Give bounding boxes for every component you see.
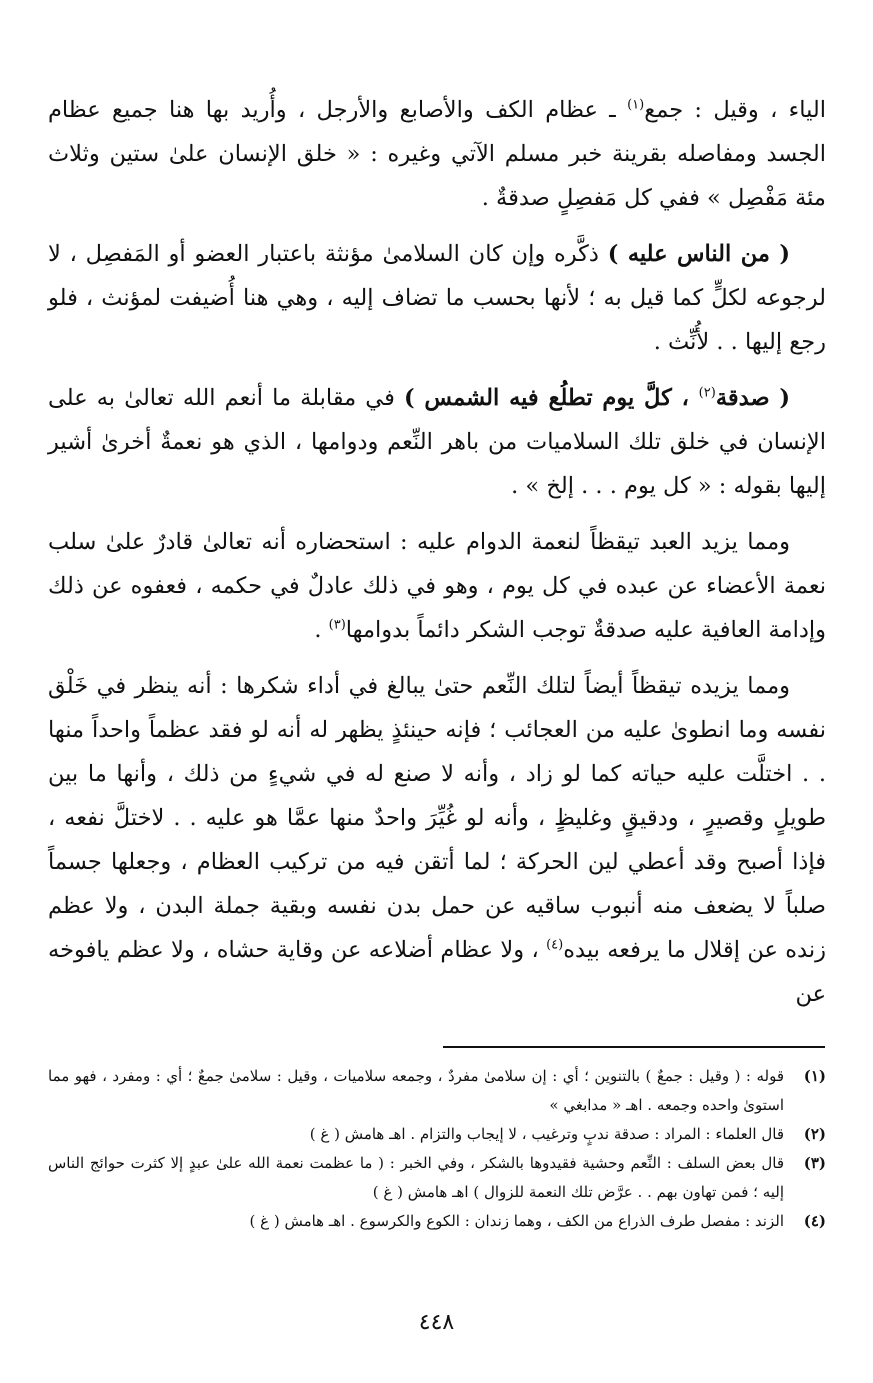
footnote-ref-3[interactable]: (٣) [328, 617, 346, 633]
text-segment: الياء ، وقيل : جمع [644, 97, 826, 123]
footnotes [48, 1062, 826, 1236]
footnote-1 [48, 1062, 826, 1120]
paragraph-1 [48, 88, 826, 220]
footnote-number: (٤) [803, 1212, 826, 1230]
footnote-separator [443, 1046, 825, 1048]
page-number: ٤٤٨ [418, 1310, 455, 1335]
text-segment: ذكَّره وإن كان السلامىٰ مؤنثة باعتبار العضو أو المَفصِل ، لا لرجوعه لكلٍّ كما قيل به ؛ لأنها بحسب ما تضاف إليه ، وهي هنا أُضيفت لمؤنث ، فلو رجع إليها . . لأُنِّث . [48, 241, 826, 355]
footnote-ref-1[interactable]: (١) [627, 97, 645, 113]
text-segment: ، ولا عظام أضلاعه عن وقاية حشاه ، ولا عظم يافوخه عن [48, 937, 826, 1007]
footnote-text: قال بعض السلف : النِّعم وحشية فقيدوها بالشكر ، وفي الخبر : ( ما عظمت نعمة الله علىٰ عبدٍ إلا كثرت حوائج الناس إليه ؛ فمن تهاون بهم . . عرَّض تلك النعمة للزوال ) اهـ هامش ( غ ) [48, 1154, 784, 1201]
footnote-text: الزند : مفصل طرف الذراع من الكف ، وهما زندان : الكوع والكرسوع . اهـ هامش ( غ ) [249, 1212, 784, 1230]
paragraph-4 [48, 520, 826, 652]
paragraph-2 [48, 232, 826, 364]
text-segment: ومما يزيد العبد تيقظاً لنعمة الدوام عليه : استحضاره أنه تعالىٰ قادرٌ علىٰ سلب نعمة الأعضاء عن عبده في كل يوم ، وهو في ذلك عادلٌ في حكمه ، فعفوه عن ذلك وإدامة العافية عليه صدقةٌ توجب الشكر دائماً بدوامها [48, 529, 826, 643]
quoted-matn: ( من الناس عليه ) [607, 241, 790, 267]
footnote-text: قال العلماء : المراد : صدقة ندبٍ وترغيب ، لا إيجاب والتزام . اهـ هامش ( غ ) [309, 1125, 784, 1143]
text-segment: في مقابلة ما أنعم الله تعالىٰ به على الإنسان في خلق تلك السلاميات من باهر النِّعم ودوامها ، الذي هو نعمةٌ أخرىٰ أشير إليها بقوله : « كل يوم . . . إلخ » . [48, 385, 826, 499]
footnote-text: قوله : ( وقيل : جمعٌ ) بالتنوين ؛ أي : إن سلامىٰ مفردٌ ، وجمعه سلاميات ، وقيل : سلامىٰ جمعٌ ؛ أي : ومفرد ، فهو مما استوىٰ واحده وجمعه . اهـ « مدابغي » [48, 1067, 784, 1114]
text-segment: ومما يزيده تيقظاً أيضاً لتلك النِّعم حتىٰ يبالغ في أداء شكرها : أنه ينظر في خَلْق نفسه وما انطوىٰ عليه من العجائب ؛ فإنه حينئذٍ يظهر له أنه لو فقد عظماً واحداً منها . . اختلَّت عليه حياته كما لو زاد ، وأنه لا صنع له في شيءٍ من ذلك ، وأنها ما بين طويلٍ وقصيرٍ ، ودقيقٍ وغليظٍ ، وأنه لو غُيِّرَ واحدٌ منها عمَّا هو عليه . . لاختلَّ نفعه ، فإذا أصبح وقد أعطي لين الحركة ؛ لما أتقن فيه من تركيب العظام ، وجعلها جسماً صلباً لا يضعف منه أنبوب ساقيه عن حمل بدن نفسه وبقية جملة البدن ، ولا عظم زنده عن إقلال ما يرفعه بيده [48, 673, 826, 963]
footnote-number: (٣) [803, 1154, 826, 1172]
footnote-4 [48, 1207, 826, 1236]
footnote-number: (١) [803, 1067, 826, 1085]
quoted-matn: ( صدقة [715, 385, 790, 411]
text-segment: . [314, 617, 329, 643]
main-text [48, 88, 826, 1028]
footnote-3 [48, 1149, 826, 1207]
footnote-ref-4[interactable]: (٤) [546, 937, 564, 953]
paragraph-3 [48, 376, 826, 508]
footnote-2 [48, 1120, 826, 1149]
paragraph-5 [48, 664, 826, 1016]
footnote-number: (٢) [803, 1125, 826, 1143]
footnote-ref-2[interactable]: (٢) [698, 385, 716, 401]
quoted-matn: ، كلَّ يوم تطلُع فيه الشمس ) [403, 385, 699, 411]
text-segment: ـ عظام الكف والأصابع والأرجل ، وأُريد بها هنا جميع عظام الجسد ومفاصله بقرينة خبر مسلم الآتي وغيره : « خلق الإنسان علىٰ ستين وثلاث مئة مَفْصِل » ففي كل مَفصِلٍ صدقةٌ . [48, 97, 826, 211]
